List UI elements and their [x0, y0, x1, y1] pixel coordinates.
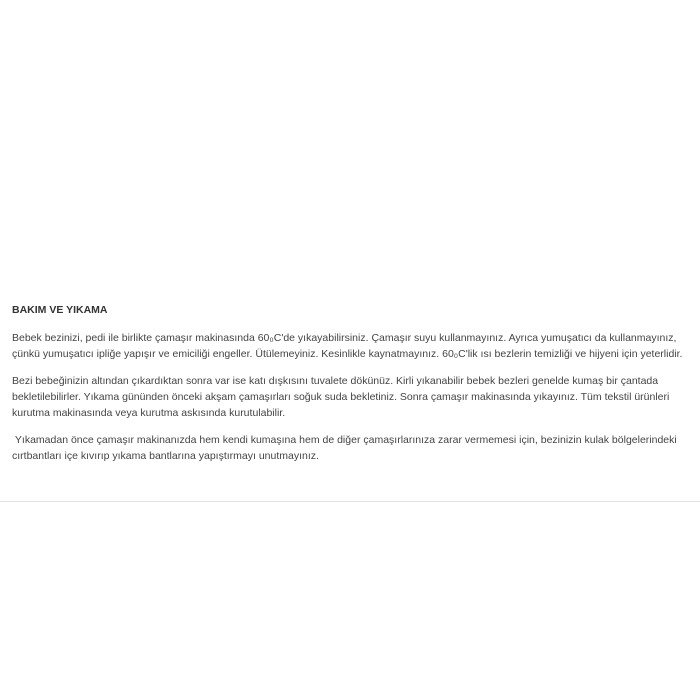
- section-title: BAKIM VE YIKAMA: [12, 304, 108, 316]
- diaper-handling-paragraph: Bezi bebeğinizin altından çıkardıktan sonra var ise katı dışkısını tuvalete dökünüz. Kirli yıkanabilir bebek bezleri genelde kumaş bir çantada bekletilebilirler. Yıkama gününden önceki akşam çamaşırları soğuk suda bekletiniz. Sonra çamaşır makinasında yıkayınız. Tüm tekstil ürünleri kurutma makinasında veya kurutma askısında kurutulabilir.: [12, 375, 673, 419]
- care-washing-section: [0, 294, 700, 502]
- washing-instructions-paragraph: Bebek bezinizi, pedi ile birlikte çamaşır makinasında 60₀C'de yıkayabilirsiniz. Çamaşır suyu kullanmayınız. Ayrıca yumuşatıcı da kullanmayınız, çünkü yumuşatıcı ipliğe yapışır ve emiciliği engeller. Ütülemeyiniz. Kesinlikle kaynatmayınız. 60₀C'lik ısı bezlerin temizliği ve hijyeni için yeterlidir.: [12, 332, 683, 360]
- velcro-tip-paragraph: Yıkamadan önce çamaşır makinanızda hem kendi kumaşına hem de diğer çamaşırlarınıza zarar vermemesi için, bezinizin kulak bölgelerindeki cırtbantları içe kıvırıp yıkama bantlarına yapıştırmayı unutmayınız.: [12, 434, 680, 462]
